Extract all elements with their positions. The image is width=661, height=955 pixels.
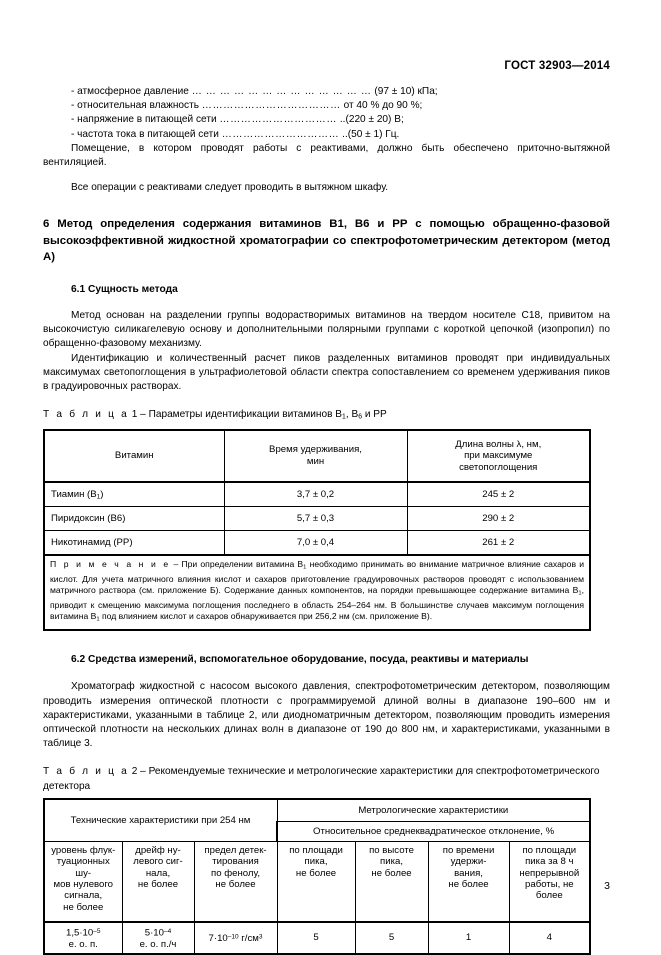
condition-value: ..(220 ± 20) В; <box>339 114 404 126</box>
table-2-header-retention-time: по времени удержи- вания, не более <box>428 841 509 922</box>
table-1-caption-number: 1 <box>131 409 138 421</box>
table-1-cell-vitamin: Пиридоксин (В6) <box>44 507 224 531</box>
table-2-caption-text: – Рекомендуемые технические и метрологические характеристики для спектрофотометрического детектора <box>43 766 600 792</box>
table-2-group-technical: Технические характеристики при 254 нм <box>44 799 277 842</box>
header-line: Длина волны λ, нм, <box>455 438 542 450</box>
value-unit: е. о. п. <box>68 938 98 950</box>
condition-label: - напряжение в питающей сети <box>71 114 217 126</box>
value-unit-exponent: 3 <box>258 933 263 941</box>
table-2-value-peak-height: 5 <box>355 922 428 954</box>
table-row-header <box>44 430 590 482</box>
header-line: мин <box>306 456 325 468</box>
value-unit: е. о. п./ч <box>139 938 177 950</box>
table-1-cell-vitamin: Тиамин $(В_1)$ <box>44 482 224 507</box>
table-1-cell-wavelength: 261 ± 2 <box>407 531 590 556</box>
condition-line <box>43 85 610 99</box>
page-content <box>43 85 610 955</box>
table-row-values <box>44 922 590 954</box>
value-mantissa: 5·10 <box>144 927 164 939</box>
conditions-list <box>43 85 610 142</box>
paragraph-fume-hood: Все операции с реактивами следует проводить в вытяжном шкафу. <box>71 182 389 194</box>
table-row <box>44 482 590 507</box>
table-2-header-peak-height: по высоте пика, не более <box>355 841 428 922</box>
table-2-caption-number: 2 <box>131 766 138 778</box>
condition-label: - частота тока в питающей сети <box>71 128 219 140</box>
section-6-1-paragraph-2: Идентификацию и количественный расчет пиков разделенных витаминов проводят при индивидуальных максимумах светопоглощения в ультрафиолетовой области спектра сопоставлением со временем удерживания пиков в градуировочных растворах. <box>43 352 610 392</box>
table-1-header-vitamin: Витамин <box>44 430 224 482</box>
value-mantissa: 1,5·10 <box>66 927 94 939</box>
table-2-header-peak-area-8h: по площади пика за 8 ч непрерывной работы, не более <box>509 841 590 922</box>
table-2-value-peak-area: 5 <box>277 922 355 954</box>
table-1-caption <box>43 408 610 425</box>
table-row-column-header <box>44 841 590 922</box>
value-unit: г/см <box>238 933 259 944</box>
table-2-value-peak-area-8h: 4 <box>509 922 590 954</box>
table-1-note-label: П р и м е ч а н и е <box>50 559 171 570</box>
table-1-header-wavelength <box>407 430 590 482</box>
section-6-1-paragraph-1: Метод основан на разделении группы водорастворимых витаминов на твердом носителе С18, привитом на высокочистую силикагелевую основу и дополнительными полярными группами с короткой цепочкой (изопропил) по обращенно-фазовому механизму. <box>43 309 610 350</box>
header-line: при максимуме <box>464 450 533 462</box>
leader-dots: …………………………… <box>221 128 340 140</box>
value-exponent: –4 <box>163 927 172 935</box>
table-row <box>44 531 590 556</box>
table-2-value-retention-time: 1 <box>428 922 509 954</box>
table-2-subgroup-rsd: Относительное среднеквадратическое отклонение, % <box>277 821 590 841</box>
condition-label: - относительная влажность <box>71 100 199 112</box>
section-6-2-paragraph: Хроматограф жидкостной с насосом высокого давления, спектрофотометрическим детектором, позволяющим проводить измерения оптической плотности с программируемой длиной волны в диапазоне 190–600 нм и характеристиками, указанными в таблице 2, или диодноматричным детектором, позволяющим проводить измерения оптической плотности на нескольких длинах волн в диапазоне от 190 до 800 нм, и характеристиками, указанными в таблице 3. <box>43 681 610 750</box>
table-1-vitamin-identification-parameters <box>43 429 591 631</box>
table-2-caption-prefix: Т а б л и ц а <box>43 766 129 778</box>
table-1-cell-retention: 7,0 ± 0,4 <box>224 531 407 556</box>
condition-value: от 40 % до 90 %; <box>343 100 423 112</box>
table-2-header-detection-limit: предел детек- тирования по фенолу, не более <box>194 841 277 922</box>
table-1-header-retention-time <box>224 430 407 482</box>
table-1-cell-vitamin: Никотинамид (РР) <box>44 531 224 556</box>
section-6-2-heading: 6.2 Средства измерений, вспомогательное оборудование, посуда, реактивы и материалы <box>71 654 529 666</box>
condition-line <box>43 128 610 142</box>
table-2-header-peak-area: по площади пика, не более <box>277 841 355 922</box>
paragraph-ventilation: Помещение, в котором проводят работы с реактивами, должно быть обеспечено приточно-вытяжной вентиляцией. <box>43 142 610 169</box>
section-6-heading: 6 Метод определения содержания витаминов В1, В6 и РР с помощью обращенно-фазовой высокоэффективной жидкостной хроматографии со спектрофотометрическим детектором (метод А) <box>43 218 610 264</box>
table-1-note-text: – При определении витамина $В_1$ необходимо принимать во внимание матричное влияние сахаров и кислот. Для учета матричного влияния кислот и сахаров приготовление градуировочных растворов проводят с использованием матричного раствора (см. приложение Б). Содержание данных компонентов, на порядки превышающее содержание витамина $В_1$, приводит к смещению максимума поглощения последнего в область 254–264 нм. В большинстве случаев максимум поглощения витамина $В_1$ под влиянием кислот и сахаров обнаруживается при 256,2 нм (см. приложение В). <box>50 559 584 623</box>
table-2-header-noise-level: уровень флук- туационных шу- мов нулевого сигнала, не более <box>44 841 122 922</box>
table-2-value-baseline-drift <box>122 922 194 954</box>
condition-line <box>43 99 610 113</box>
leader-dots: …………………………… <box>219 114 338 126</box>
table-1-caption-text: – Параметры идентификации витаминов $В_1$, $В_6$ и РР <box>140 409 387 421</box>
condition-label: - атмосферное давление <box>71 86 189 97</box>
table-2-spectrophotometric-detector-characteristics <box>43 798 591 955</box>
table-2-caption <box>43 765 610 793</box>
table-1-note <box>44 555 590 630</box>
table-1-cell-wavelength: 290 ± 2 <box>407 507 590 531</box>
header-line: Время удерживания, <box>269 444 362 456</box>
table-row-note <box>44 555 590 630</box>
table-1-cell-retention: 3,7 ± 0,2 <box>224 482 407 507</box>
table-2-value-noise-level <box>44 922 122 954</box>
condition-value: ..(50 ± 1) Гц. <box>342 128 400 140</box>
page-number: 3 <box>604 880 610 892</box>
section-6-1-heading: 6.1 Сущность метода <box>71 283 178 295</box>
table-2-value-detection-limit <box>194 922 277 954</box>
table-1-cell-wavelength: 245 ± 2 <box>407 482 590 507</box>
value-mantissa: 7·10 <box>208 933 228 944</box>
table-1-cell-retention: 5,7 ± 0,3 <box>224 507 407 531</box>
table-2-group-metrological: Метрологические характеристики <box>277 799 590 822</box>
condition-line <box>43 113 610 127</box>
table-row <box>44 507 590 531</box>
page-header-standard-number: ГОСТ 32903—2014 <box>504 60 610 72</box>
header-line: светопоглощения <box>459 461 538 473</box>
value-exponent: –5 <box>93 927 101 935</box>
leader-dots: … … … … … … … … … … … … … <box>191 86 372 97</box>
condition-value: (97 ± 10) кПа; <box>374 86 438 97</box>
leader-dots: ………………………………… <box>201 100 341 112</box>
table-1-caption-prefix: Т а б л и ц а <box>43 409 129 421</box>
value-exponent: –10 <box>227 933 239 941</box>
table-row-group-header <box>44 799 590 822</box>
table-2-header-baseline-drift: дрейф ну- левого сиг- нала, не более <box>122 841 194 922</box>
